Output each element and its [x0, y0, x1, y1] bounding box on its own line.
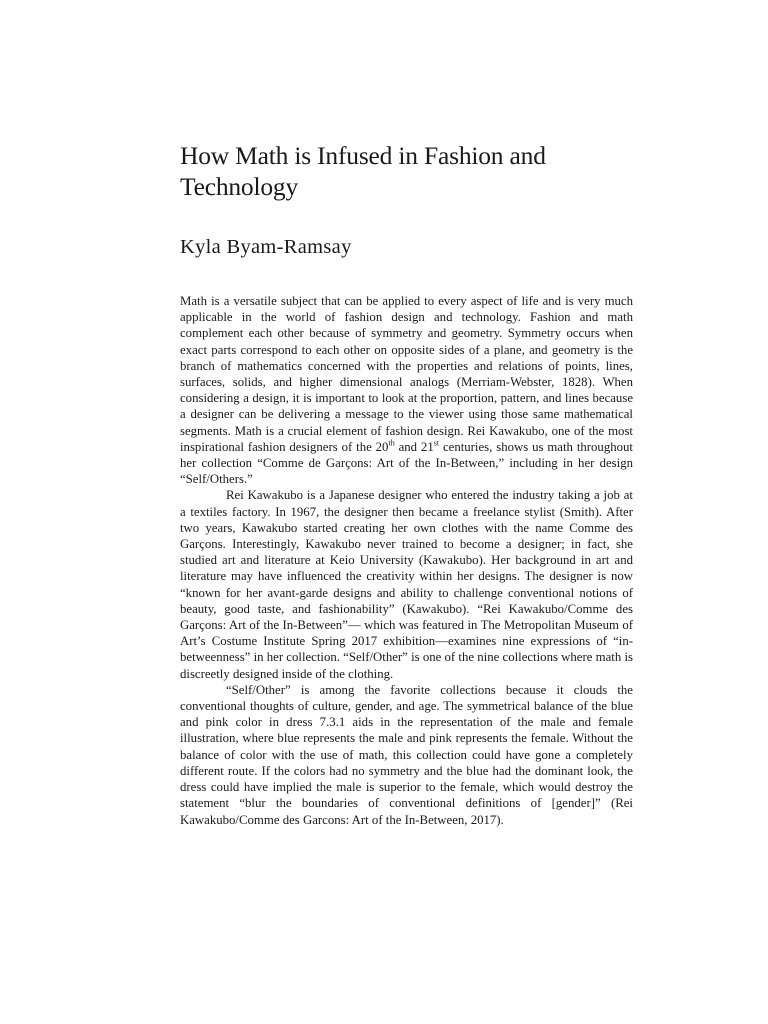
- paragraph-1: [180, 293, 633, 487]
- paragraph-3: “Self/Other” is among the favorite collections because it clouds the conventional thoughts of culture, gender, and age. The symmetrical balance of the blue and pink color in dress 7.3.1 aids in the representation of the male and female illustration, where blue represents the male and pink represents the female. Without the balance of color with the use of math, this collection could have gone a completely different route. If the colors had no symmetry and the blue had the dominant look, the dress could have implied the male is superior to the female, which would destroy the statement “blur the boundaries of conventional definitions of [gender]” (Rei Kawakubo/Comme des Garcons: Art of the In-Between, 2017).: [180, 682, 633, 827]
- paragraph-1-part-a: Math is a versatile subject that can be applied to every aspect of life and is very much applicable in the world of fashion design and technology. Fashion and math complement each other because of symmetry and geometry. Symmetry occurs when exact parts correspond to each other on opposite sides of a plane, and geometry is the branch of mathematics concerned with the properties and relations of points, lines, surfaces, solids, and higher dimensional analogs (Merriam-Webster, 1828). When considering a design, it is important to look at the proportion, pattern, and lines because a designer can be delivering a message to the viewer using those same mathematical segments. Math is a crucial element of fashion design. Rei Kawakubo, one of the most inspirational fashion designers of the 20: [180, 294, 633, 454]
- page-title: [180, 140, 633, 202]
- author-name: Kyla Byam-Ramsay: [180, 236, 352, 258]
- title-line-2: Technology: [180, 172, 299, 201]
- document-page: [180, 140, 633, 828]
- superscript-th: th: [388, 438, 395, 448]
- body-text: [180, 293, 633, 828]
- paragraph-1-part-b: and 21: [394, 439, 434, 454]
- title-line-1: How Math is Infused in Fashion and: [180, 141, 546, 170]
- paragraph-1-part-c: centuries, shows us math throughout her collection “Comme de Garçons: Art of the In-Between,” including in her design “Self/Others.”: [180, 439, 633, 487]
- superscript-st: st: [433, 438, 440, 448]
- paragraph-2: Rei Kawakubo is a Japanese designer who entered the industry taking a job at a textiles factory. In 1967, the designer then became a freelance stylist (Smith). After two years, Kawakubo started creating her own clothes with the name Comme des Garçons. Interestingly, Kawakubo never trained to become a designer; in fact, she studied art and literature at Keio University (Kawakubo). Her background in art and literature may have influenced the creativity within her designs. The designer is now “known for her avant-garde designs and ability to challenge conventional notions of beauty, good taste, and fashionability” (Kawakubo). “Rei Kawakubo/Comme des Garçons: Art of the In-Between”— which was featured in The Metropolitan Museum of Art’s Costume Institute Spring 2017 exhibition—examines nine expressions of “in-betweenness” in her collection. “Self/Other” is one of the nine collections where math is discreetly designed inside of the clothing.: [180, 488, 633, 681]
